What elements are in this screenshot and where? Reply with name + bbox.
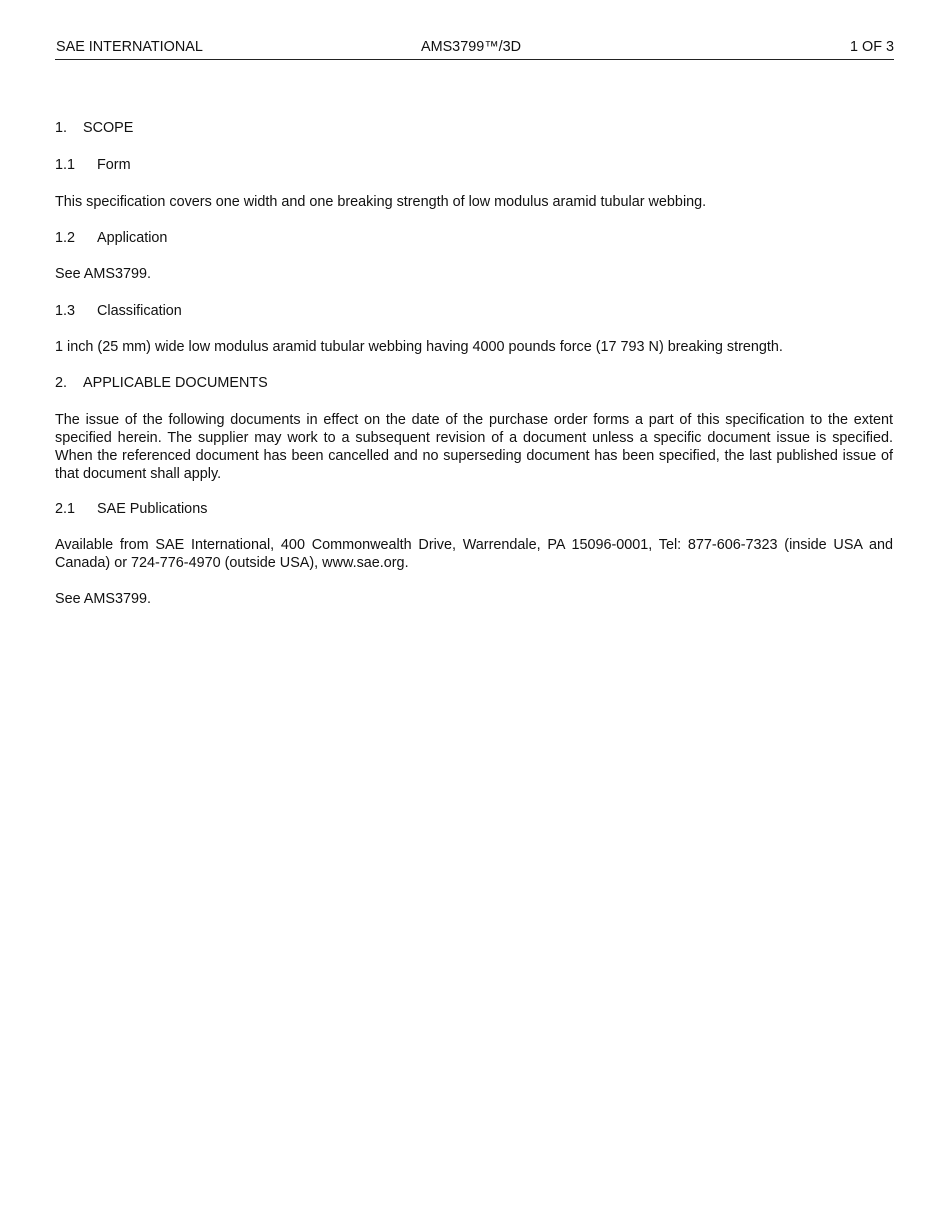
section-2-text: The issue of the following documents in effect on the date of the purchase order forms a part of this specification to the extent specified herein. The supplier may work to a subsequent revision of a document unless a specific document issue is specified. When the referenced document has been cancelled and no superseding document has been specified, the last published issue of that document shall apply. xyxy=(55,412,893,482)
section-number: 1.1 xyxy=(55,157,76,173)
section-2-1-text-2: See AMS3799. xyxy=(55,591,152,607)
section-2-1-text: Available from SAE International, 400 Commonwealth Drive, Warrendale, PA 15096-0001, Tel: 877-606-7323 (inside USA and Canada) or 724-776-4970 (outside USA), www.sae.org. xyxy=(55,537,893,571)
header-page-number: 1 OF 3 xyxy=(850,39,894,55)
section-1-1-heading xyxy=(55,156,893,174)
section-title: Classification xyxy=(97,303,182,319)
section-2-heading xyxy=(55,374,893,392)
section-2-1-heading xyxy=(55,500,893,518)
header-organization: SAE INTERNATIONAL xyxy=(56,39,203,55)
section-number: 2. xyxy=(55,375,68,391)
section-1-1-text: This specification covers one width and one breaking strength of low modulus aramid tubular webbing. xyxy=(55,194,707,210)
section-title: Form xyxy=(97,157,131,173)
section-title: SAE Publications xyxy=(97,501,208,517)
section-number: 2.1 xyxy=(55,501,76,517)
section-1-3-text: 1 inch (25 mm) wide low modulus aramid tubular webbing having 4000 pounds force (17 793 N) breaking strength. xyxy=(55,339,783,355)
header-document-id: AMS3799™/3D xyxy=(421,39,521,55)
section-number: 1. xyxy=(55,120,68,136)
section-1-3-heading xyxy=(55,302,893,320)
section-1-2-text: See AMS3799. xyxy=(55,266,152,282)
page-header xyxy=(55,38,894,60)
section-number: 1.3 xyxy=(55,303,76,319)
section-1-heading xyxy=(55,119,893,137)
section-1-2-heading xyxy=(55,229,893,247)
section-title: Application xyxy=(97,230,168,246)
section-number: 1.2 xyxy=(55,230,76,246)
section-title: APPLICABLE DOCUMENTS xyxy=(83,375,268,391)
section-title: SCOPE xyxy=(83,120,134,136)
